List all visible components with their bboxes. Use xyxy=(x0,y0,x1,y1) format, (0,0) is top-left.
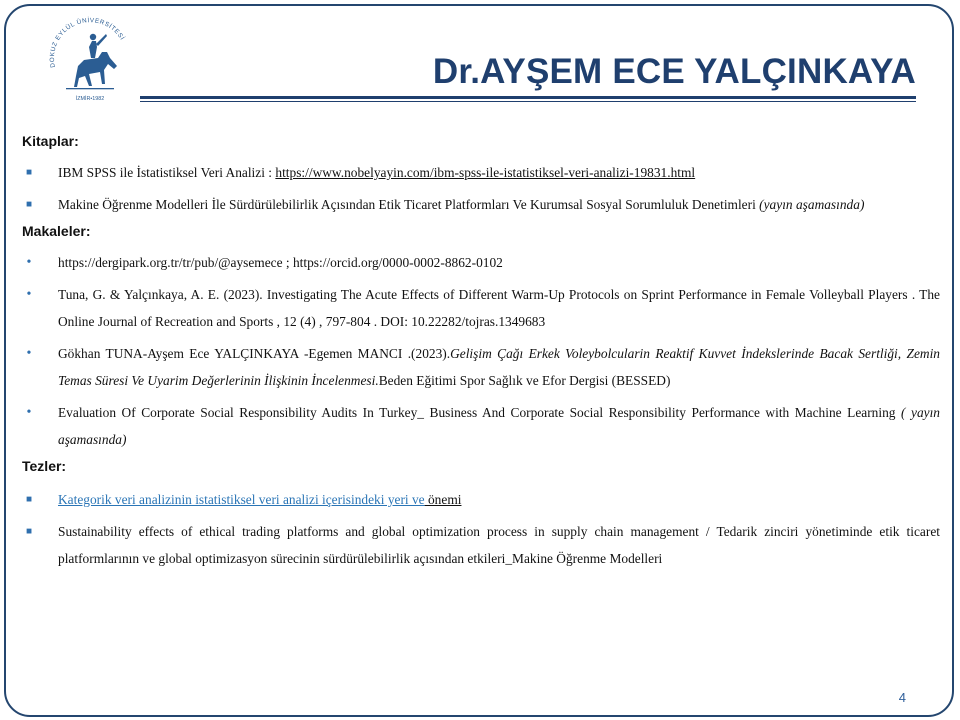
book-item-text: Makine Öğrenme Modelleri İle Sürdürülebilirlik Açısından Etik Ticaret Platformları Ve Kurumsal Sosyal Sorumluluk Denetimleri xyxy=(58,197,760,212)
content xyxy=(22,128,940,572)
article-item-status: ( yayın aşamasında) xyxy=(58,405,941,447)
page-title: Dr.AYŞEM ECE YALÇINKAYA xyxy=(432,52,916,91)
article-item-journal: Beden Eğitimi Spor Sağlık ve Efor Dergisi (BESSED) xyxy=(378,373,671,388)
square-bullet-icon: ■ xyxy=(25,167,33,178)
article-item-title: Gelişim Çağı Erkek Voleybolcularin Reaktif Kuvvet İndekslerinde Bacak Sertliği, Zemin Temas Süresi Ve Uyarim Değerlerinin İlişkinin İncelenmesi. xyxy=(58,346,940,388)
dot-bullet-icon: • xyxy=(26,255,32,270)
book-item-text: IBM SPSS ile İstatistiksel Veri Analizi : xyxy=(58,165,276,180)
title-underline xyxy=(140,96,916,99)
page-number: 4 xyxy=(898,690,906,705)
university-logo xyxy=(44,14,136,108)
article-item-text: Tuna, G. & Yalçınkaya, A. E. (2023). Investigating The Acute Effects of Different Warm-Up Protocols on Sprint Performance in Female Volleyball Players . The Online Journal of Recreation and Sports , 12 (4) , 797-804 . DOI: 10.22282/tojras.1349683 xyxy=(58,287,940,329)
section-theses-heading: Tezler: xyxy=(22,458,67,474)
article-item-text: Evaluation Of Corporate Social Responsibility Audits In Turkey_ Business And Corporate Social Responsibility Performance with Machine Learning xyxy=(58,405,902,420)
article-item xyxy=(22,281,940,335)
thesis-item-link-tail[interactable]: önemi xyxy=(424,492,462,507)
square-bullet-icon: ■ xyxy=(25,526,33,537)
thesis-item xyxy=(22,518,940,572)
book-item xyxy=(22,159,940,186)
section-articles-heading: Makaleler: xyxy=(22,223,91,239)
logo-bottom-text: İZMİR•1982 xyxy=(75,96,105,102)
square-bullet-icon: ■ xyxy=(25,494,33,505)
horse-rider-icon xyxy=(66,34,117,90)
logo-arc-text: DOKUZ EYLÜL ÜNİVERSİTESİ xyxy=(48,17,126,69)
book-item-link[interactable]: https://www.nobelyayin.com/ibm-spss-ile-istatistiksel-veri-analizi-19831.html xyxy=(275,165,696,180)
thesis-item-text: Sustainability effects of ethical trading platforms and global optimization process in supply chain management / Tedarik zinciri yönetiminde etik ticaret platformlarının ve global optimizasyon sürecinin sürdürülebilirlik açısından etkileri_Makine Öğrenme Modelleri xyxy=(58,524,940,566)
square-bullet-icon: ■ xyxy=(25,199,33,210)
book-item xyxy=(22,191,940,218)
article-item-authors: Gökhan TUNA-Ayşem Ece YALÇINKAYA -Egemen MANCI .(2023). xyxy=(58,346,451,361)
dot-bullet-icon: • xyxy=(26,405,32,420)
thesis-item-link[interactable]: Kategorik veri analizinin istatistiksel veri analizi içerisindeki yeri ve xyxy=(58,492,425,507)
article-item-text: https://dergipark.org.tr/tr/pub/@aysemece ; https://orcid.org/0000-0002-8862-0102 xyxy=(58,255,503,270)
article-item xyxy=(22,399,940,453)
article-item xyxy=(22,249,940,276)
book-item-status: (yayın aşamasında) xyxy=(759,197,865,212)
title-underline-thin xyxy=(140,101,916,102)
section-books-heading: Kitaplar: xyxy=(22,133,79,149)
article-item xyxy=(22,340,940,394)
dot-bullet-icon: • xyxy=(26,287,32,302)
dot-bullet-icon: • xyxy=(26,346,32,361)
thesis-item xyxy=(22,486,940,513)
